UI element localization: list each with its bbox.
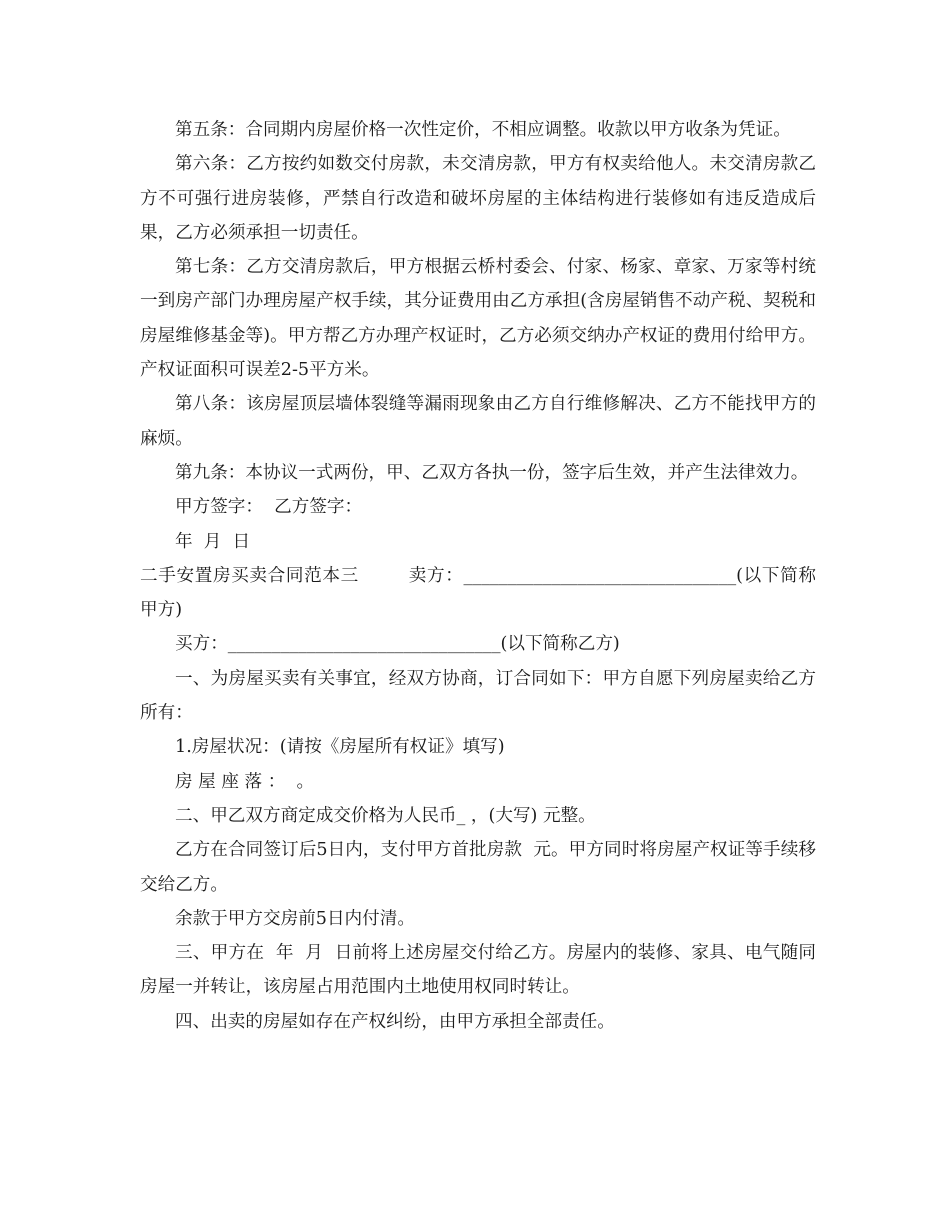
section-2: 二、甲乙双方商定成交价格为人民币_ ，(大写) 元整。	[175, 805, 596, 826]
section-1: 一、为房屋买卖有关事宜，经双方协商，订合同如下：甲方自愿下列房屋卖给乙方所有：	[140, 668, 816, 724]
clause-8: 第八条：该房屋顶层墙体裂缝等漏雨现象由乙方自行维修解决、乙方不能找甲方的麻烦。	[140, 394, 816, 449]
clause-7: 第七条：乙方交清房款后，甲方根据云桥村委会、付家、杨家、章家、万家等村统一到房产部门办理房屋产权手续，其分证费用由乙方承担(含房屋销售不动产税、契税和房屋维修基金等)。甲方帮乙方办理产权证时，乙方必须交纳办产权证的费用付给甲方。产权证面积可误差2-5平方米。	[140, 257, 816, 381]
date-line: 年 月 日	[175, 531, 251, 552]
clause-6: 第六条：乙方按约如数交付房款，未交清房款，甲方有权卖给他人。未交清房款乙方不可强行进房装修，严禁自行改造和破坏房屋的主体结构进行装修如有违反造成后果，乙方必须承担一切责任。	[140, 154, 816, 243]
clause-9: 第九条：本协议一式两份，甲、乙双方各执一份，签字后生效，并产生法律效力。	[175, 462, 809, 483]
document-page	[140, 113, 816, 1039]
signature-line: 甲方签字： 乙方签字：	[175, 497, 363, 518]
house-location: 房 屋 座 落 ： 。	[175, 771, 315, 792]
contract-title-seller: 二手安置房买卖合同范本三 卖方：_______________________________(以下简称甲方)	[140, 565, 816, 621]
buyer-line: 买方：_______________________________(以下简称乙方)	[175, 634, 620, 655]
clause-5: 第五条：合同期内房屋价格一次性定价，不相应调整。收款以甲方收条为凭证。	[175, 120, 791, 140]
balance-payment: 余款于甲方交房前5日内付清。	[175, 908, 415, 929]
house-status: 1.房屋状况：(请按《房屋所有权证》填写)	[175, 737, 505, 758]
section-4: 四、出卖的房屋如存在产权纠纷，由甲方承担全部责任。	[175, 1011, 615, 1032]
first-payment: 乙方在合同签订后5日内，支付甲方首批房款 元。甲方同时将房屋产权证等手续移交给乙方。	[140, 840, 816, 895]
section-3: 三、甲方在 年 月 日前将上述房屋交付给乙方。房屋内的装修、家具、电气随同房屋一并转让，该房屋占用范围内土地使用权同时转让。	[140, 943, 816, 998]
